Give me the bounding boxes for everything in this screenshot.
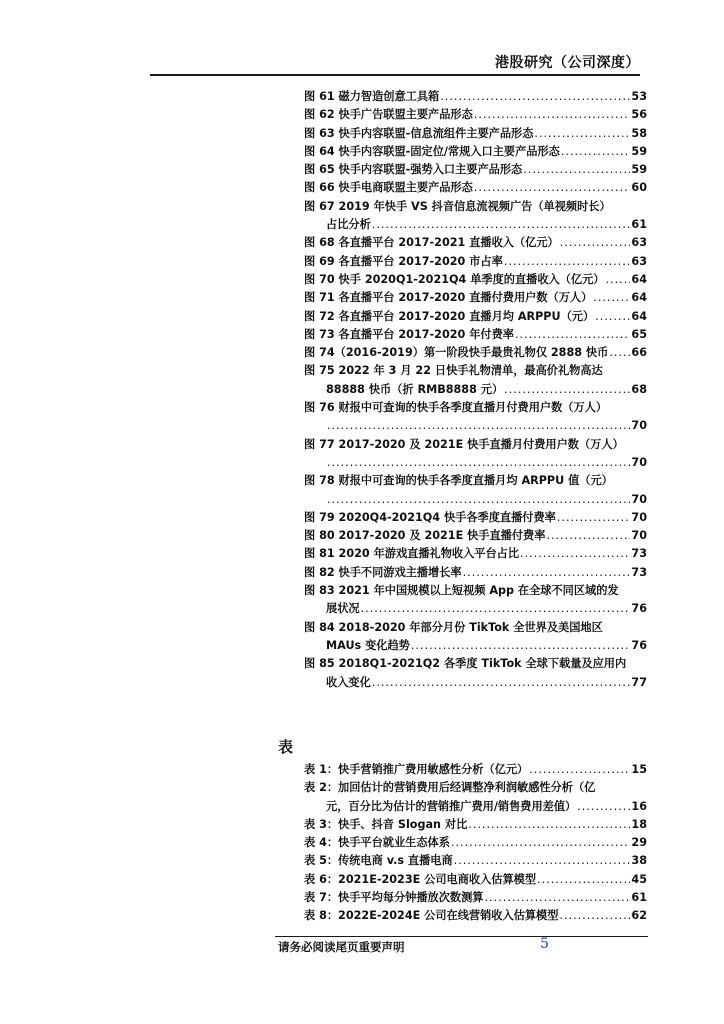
figure-index-entry[interactable] — [304, 637, 647, 655]
figure-index-entry-page-number: 73 — [631, 547, 647, 561]
figure-index-entry-title: 图 85 2018Q1-2021Q2 各季度 TikTok 全球下载量及应用内 — [304, 657, 627, 671]
figure-index-entry-title: 图 62 快手广告联盟主要产品形态 — [304, 108, 473, 122]
figure-index-entry-page-number: 77 — [631, 675, 647, 689]
table-index-entry[interactable] — [304, 798, 647, 816]
figure-index-entry-page-number: 64 — [631, 291, 647, 305]
table-index-entry[interactable] — [304, 779, 647, 797]
figure-index-entry[interactable] — [304, 399, 647, 417]
dot-leader — [451, 834, 630, 852]
figure-index-entry-page-number: 56 — [631, 108, 647, 122]
figure-index-entry-page-number: 76 — [631, 602, 647, 616]
disclaimer-notice: 请务必阅读尾页重要声明 — [278, 940, 405, 954]
figure-index-entry[interactable] — [304, 326, 647, 344]
figure-index-entry[interactable] — [304, 417, 647, 435]
figure-index-entry-title: 图 79 2020Q4-2021Q4 快手各季度直播付费率 — [304, 510, 556, 524]
figure-index-entry-title: MAUs 变化趋势 — [326, 638, 410, 652]
figure-index-entry[interactable] — [304, 88, 647, 106]
figure-index-entry-page-number: 53 — [631, 90, 647, 103]
figure-index-entry-page-number: 63 — [631, 236, 647, 250]
figure-index-entry-title: 图 82 快手不同游戏主播增长率 — [304, 565, 462, 579]
figure-index-entry-page-number: 66 — [631, 346, 647, 360]
table-index-entry-title: 元，百分比为估计的营销推广费用/销售费用差值） — [326, 799, 577, 813]
figure-index-entry-title: 图 65 快手内容联盟-强势入口主要产品形态 — [304, 163, 523, 177]
figure-index-entry-title: 图 64 快手内容联盟-固定位/常规入口主要产品形态 — [304, 144, 560, 158]
dot-leader — [474, 106, 631, 124]
figure-index-entry[interactable] — [304, 472, 647, 490]
dot-leader — [504, 381, 630, 399]
dot-leader — [327, 454, 630, 472]
dot-leader — [440, 88, 630, 106]
figure-index-entry-page-number: 59 — [631, 144, 647, 158]
table-index-entry-title: 表 8：2022E-2024E 公司在线营销收入估算模型 — [304, 909, 559, 923]
figure-index-entry-page-number: 64 — [631, 272, 647, 286]
figure-index-entry-title: 图 76 财报中可查询的快手各季度直播月付费用户数（万人） — [304, 401, 608, 415]
dot-leader — [523, 161, 630, 179]
figure-index-entry-title: 图 74（2016-2019）第一阶段快手最贵礼物仅 2888 快币 — [304, 346, 609, 360]
dot-leader — [595, 308, 630, 326]
dot-leader — [361, 600, 631, 618]
figure-index-entry-title: 图 68 各直播平台 2017-2021 直播收入（亿元） — [304, 236, 559, 250]
footer-divider — [275, 936, 648, 937]
figure-index-entry[interactable] — [304, 179, 647, 197]
figure-index-entry-page-number: 70 — [631, 455, 647, 469]
figure-index-entry-title: 展状况 — [326, 602, 360, 616]
figure-index-entry[interactable] — [304, 564, 647, 582]
table-index-entry[interactable] — [304, 761, 647, 779]
figure-index-entry-title: 图 70 快手 2020Q1-2021Q4 单季度的直播收入（亿元） — [304, 272, 605, 286]
figure-index-entry[interactable] — [304, 674, 647, 692]
dot-leader — [559, 907, 630, 925]
figure-index-entry[interactable] — [304, 143, 647, 161]
figure-index-entry-title: 图 63 快手内容联盟-信息流组件主要产品形态 — [304, 126, 534, 140]
figure-index-entry[interactable] — [304, 655, 647, 673]
figure-index-entry[interactable] — [304, 381, 647, 399]
header-divider — [150, 74, 640, 76]
table-index-entry-title: 表 2：加回估计的营销费用后经调整净利润敏感性分析（亿 — [304, 781, 596, 795]
figure-index-entry-title: 图 69 各直播平台 2017-2020 市占率 — [304, 254, 503, 268]
dot-leader — [561, 143, 631, 161]
figure-index-entry-page-number: 58 — [631, 126, 647, 140]
figure-index-entry[interactable] — [304, 125, 647, 143]
table-index-entry-page-number: 62 — [631, 909, 647, 923]
figure-index-entry[interactable] — [304, 271, 647, 289]
table-index-entry[interactable] — [304, 889, 647, 907]
table-index-entry-title: 表 3：快手、抖音 Slogan 对比 — [304, 817, 468, 831]
figure-index-entry[interactable] — [304, 491, 647, 509]
dot-leader — [520, 545, 630, 563]
figure-index-entry[interactable] — [304, 600, 647, 618]
table-index-entry[interactable] — [304, 816, 647, 834]
dot-leader — [546, 527, 630, 545]
table-index-entry-title: 表 5：传统电商 v.s 直播电商 — [304, 854, 453, 868]
table-index-entry-title: 表 6：2021E-2023E 公司电商收入估算模型 — [304, 872, 537, 886]
figure-index-entry-page-number: 68 — [631, 382, 647, 396]
figure-index-entry-title: 图 75 2022 年 3 月 22 日快手礼物清单，最高价礼物高达 — [304, 364, 603, 378]
dot-leader — [474, 179, 631, 197]
figure-index-entry-page-number: 65 — [631, 327, 647, 341]
dot-leader — [372, 216, 631, 234]
figure-index-entry-page-number: 70 — [631, 529, 647, 543]
figure-index-entry-title: 图 78 财报中可查询的快手各季度直播月均 ARPPU 值（元） — [304, 474, 613, 488]
dot-leader — [593, 289, 630, 307]
figure-index-entry-page-number: 76 — [631, 638, 647, 652]
figure-index-entry-page-number: 60 — [631, 181, 647, 195]
dot-leader — [609, 344, 630, 362]
figure-index-entry-page-number: 61 — [631, 218, 647, 232]
table-index-entry-page-number: 29 — [631, 836, 647, 850]
figure-index-entry-page-number: 59 — [631, 163, 647, 177]
figure-index-entry[interactable] — [304, 198, 647, 216]
table-index-list — [304, 761, 647, 926]
figure-index-entry[interactable] — [304, 308, 647, 326]
figure-index-entry[interactable] — [304, 454, 647, 472]
figure-index-entry-page-number: 63 — [631, 254, 647, 268]
dot-leader — [327, 491, 630, 509]
figure-index-list — [304, 88, 647, 692]
figure-index-entry[interactable] — [304, 436, 647, 454]
figure-index-entry-title: 图 81 2020 年游戏直播礼物收入平台占比 — [304, 547, 520, 561]
table-index-entry-title: 表 4：快手平台就业生态体系 — [304, 836, 450, 850]
table-index-entry-page-number: 61 — [631, 891, 647, 905]
figure-index-entry-title: 图 73 各直播平台 2017-2020 年付费率 — [304, 327, 514, 341]
figure-index-entry[interactable] — [304, 216, 647, 234]
figure-index-entry-title: 收入变化 — [326, 675, 371, 689]
figure-index-entry-title: 图 67 2019 年快手 VS 抖音信息流视频广告（单视频时长） — [304, 199, 611, 213]
figure-index-entry[interactable] — [304, 161, 647, 179]
figure-index-entry-page-number: 70 — [631, 492, 647, 506]
figure-index-entry-page-number: 70 — [631, 510, 647, 524]
figure-index-entry-title: 图 77 2017-2020 及 2021E 快手直播月付费用户数（万人） — [304, 437, 624, 451]
table-index-entry-page-number: 16 — [631, 799, 647, 813]
figure-index-entry-title: 图 66 快手电商联盟主要产品形态 — [304, 181, 473, 195]
table-index-entry-title: 表 7：快手平均每分钟播放次数测算 — [304, 891, 484, 905]
figure-index-entry-title: 图 83 2021 年中国规模以上短视频 App 在全球不同区域的发 — [304, 584, 619, 598]
table-index-entry-page-number: 45 — [631, 872, 647, 886]
figure-index-entry-title: 图 80 2017-2020 及 2021E 快手直播付费率 — [304, 529, 546, 543]
dot-leader — [372, 674, 631, 692]
table-index-entry[interactable] — [304, 907, 647, 925]
dot-leader — [327, 417, 630, 435]
figure-index-entry[interactable] — [304, 289, 647, 307]
dot-leader — [485, 889, 631, 907]
figure-index-entry-page-number: 70 — [631, 419, 647, 433]
dot-leader — [534, 125, 630, 143]
figure-index-entry-title: 占比分析 — [326, 218, 371, 232]
dot-leader — [605, 271, 630, 289]
figure-index-entry[interactable] — [304, 344, 647, 362]
figure-index-entry-page-number: 73 — [631, 565, 647, 579]
page-number: 5 — [540, 936, 549, 952]
dot-leader — [454, 852, 631, 870]
figure-index-entry-page-number: 64 — [631, 309, 647, 323]
table-index-entry-page-number: 15 — [631, 763, 647, 776]
table-index-heading: 表 — [278, 738, 294, 756]
dot-leader — [577, 798, 630, 816]
figure-index-entry-title: 图 84 2018-2020 年部分月份 TikTok 全世界及美国地区 — [304, 620, 603, 634]
figure-index-entry[interactable] — [304, 619, 647, 637]
dot-leader — [411, 637, 631, 655]
dot-leader — [504, 253, 631, 271]
table-index-entry[interactable] — [304, 852, 647, 870]
table-index-entry[interactable] — [304, 871, 647, 889]
figure-index-entry[interactable] — [304, 106, 647, 124]
figure-index-entry[interactable] — [304, 545, 647, 563]
dot-leader — [515, 326, 630, 344]
table-index-entry-page-number: 18 — [631, 817, 647, 831]
figure-index-entry[interactable] — [304, 582, 647, 600]
figure-index-entry[interactable] — [304, 253, 647, 271]
dot-leader — [463, 564, 631, 582]
figure-index-entry[interactable] — [304, 509, 647, 527]
figure-index-entry[interactable] — [304, 362, 647, 380]
dot-leader — [529, 761, 630, 779]
dot-leader — [468, 816, 630, 834]
figure-index-entry-title: 图 61 磁力智造创意工具箱 — [304, 90, 440, 103]
table-index-entry-title: 表 1：快手营销推广费用敏感性分析（亿元） — [304, 763, 529, 776]
figure-index-entry-title: 88888 快币（折 RMB8888 元） — [326, 382, 504, 396]
figure-index-entry-title: 图 71 各直播平台 2017-2020 直播付费用户数（万人） — [304, 291, 593, 305]
dot-leader — [560, 234, 631, 252]
table-index-entry[interactable] — [304, 834, 647, 852]
dot-leader — [557, 509, 631, 527]
table-index-entry-page-number: 38 — [631, 854, 647, 868]
figure-index-entry[interactable] — [304, 234, 647, 252]
dot-leader — [537, 871, 630, 889]
report-category-header: 港股研究（公司深度） — [495, 55, 640, 71]
figure-index-entry[interactable] — [304, 527, 647, 545]
figure-index-entry-title: 图 72 各直播平台 2017-2020 直播月均 ARPPU（元） — [304, 309, 595, 323]
